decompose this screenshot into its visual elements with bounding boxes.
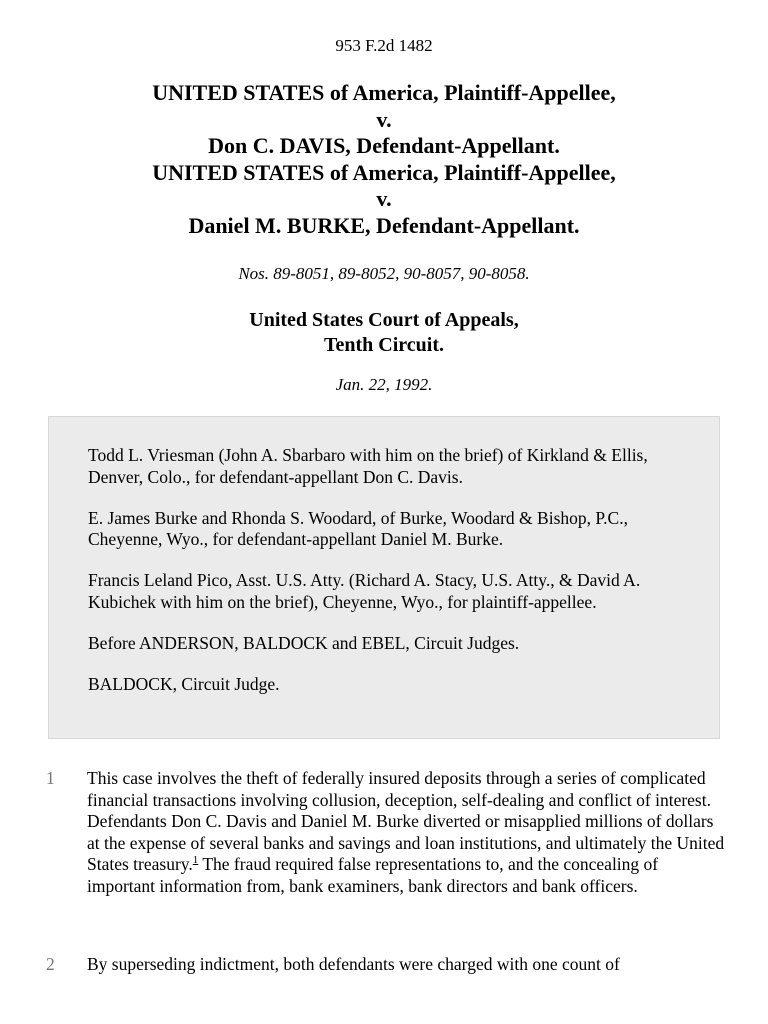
paragraph-text-segment: This case involves the theft of federally insured deposits through a series of complicated financial transactions involving collusion, deception, self-dealing and conflict of interest. Defendants Don C. Davis and Daniel M. Burke diverted or misapplied millions of dollars at the expense of several banks and savings and loan institutions, and ultimately the United States treasury. [87, 768, 725, 874]
opinion-author: BALDOCK, Circuit Judge. [88, 673, 280, 694]
paragraph-text [87, 768, 727, 897]
panel-judges: Before ANDERSON, BALDOCK and EBEL, Circuit Judges. [88, 632, 520, 653]
court-line: United States Court of Appeals, [249, 309, 519, 331]
footnote-link[interactable]: 1 [192, 854, 199, 867]
court-line: Tenth Circuit. [323, 334, 445, 356]
paragraph-text [87, 954, 727, 976]
caption-line: Don C. DAVIS, Defendant-Appellant. [208, 133, 560, 158]
counsel-paragraph: Todd L. Vriesman (John A. Sbarbaro with him on the brief) of Kirkland & Ellis, Denver, Colo., for defendant-appellant Don C. Davis. [88, 445, 648, 487]
decision-date: Jan. 22, 1992. [335, 375, 433, 394]
caption-line: UNITED STATES of America, Plaintiff-Appellee, [152, 159, 616, 185]
case-citation: 953 F.2d 1482 [335, 36, 433, 55]
caption-line: v. [376, 106, 392, 132]
paragraph-text-segment: By superseding indictment, both defendants were charged with one count of [87, 954, 620, 974]
paragraph-number: 1 [46, 768, 55, 788]
counsel-panel [48, 416, 720, 739]
case-caption [0, 80, 768, 239]
caption-line: UNITED STATES of America, Plaintiff-Appellee, [152, 80, 616, 105]
counsel-paragraph: E. James Burke and Rhonda S. Woodard, of Burke, Woodard & Bishop, P.C., Cheyenne, Wyo., for defendant-appellant Daniel M. Burke. [88, 507, 628, 549]
caption-line: Daniel M. BURKE, Defendant-Appellant. [188, 212, 580, 238]
paragraph-number: 2 [46, 954, 55, 974]
court-name [0, 308, 768, 358]
docket-numbers: Nos. 89-8051, 89-8052, 90-8057, 90-8058. [238, 264, 530, 283]
paragraph-text-segment: The fraud required false representations to, and the concealing of important information from, bank examiners, bank directors and bank officers. [87, 854, 659, 896]
counsel-paragraph: Francis Leland Pico, Asst. U.S. Atty. (Richard A. Stacy, U.S. Atty., & David A. Kubichek with him on the brief), Cheyenne, Wyo., for plaintiff-appellee. [88, 570, 641, 612]
caption-line: v. [376, 186, 392, 211]
